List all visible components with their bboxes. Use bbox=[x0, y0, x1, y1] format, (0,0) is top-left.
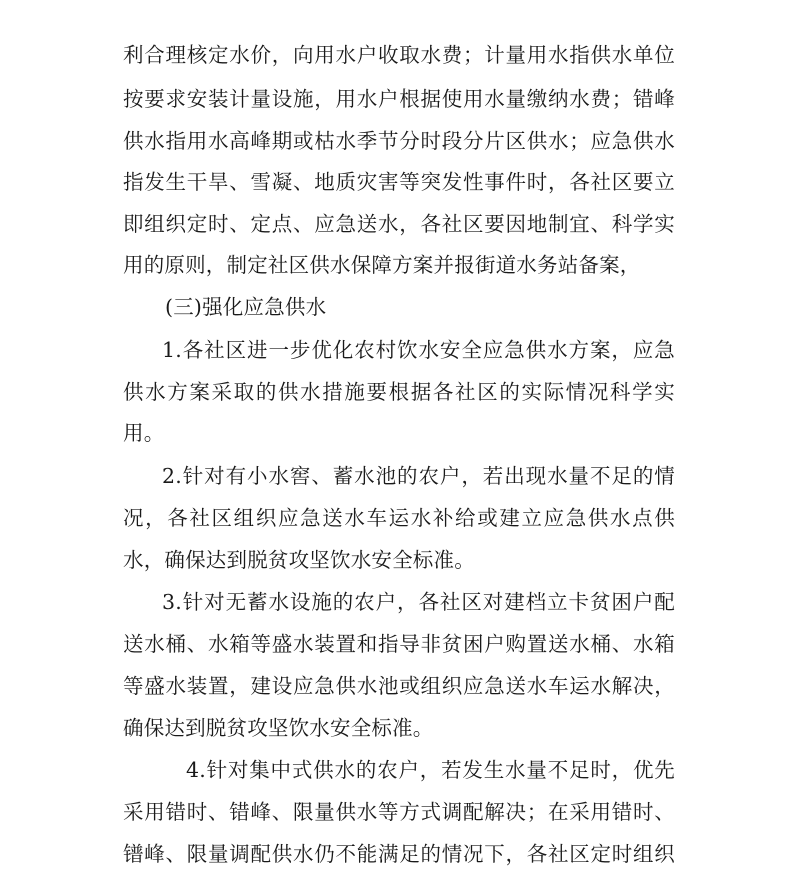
text-line-3: 供水指用水高峰期或枯水季节分时段分片区供水；应急供水 bbox=[123, 129, 675, 153]
text-line-12: 况，各社区组织应急送水车运水补给或建立应急供水点供 bbox=[123, 506, 675, 530]
text-line-20: 镨峰、限量调配供水仍不能满足的情况下，各社区定时组织 bbox=[123, 842, 675, 866]
text-line-6: 用的原则，制定社区供水保障方案并报街道水务站备案， bbox=[123, 253, 641, 277]
text-line-10: 用。 bbox=[123, 421, 165, 445]
text-line-5: 即组织定时、定点、应急送水，各社区要因地制宜、科学实 bbox=[123, 212, 675, 236]
text-line-13: 水，确保达到脱贫攻坚饮水安全标准。 bbox=[123, 548, 475, 572]
text-line-9: 供水方案采取的供水措施要根据各社区的实际情况科学实 bbox=[123, 380, 675, 404]
text-line-19: 采用错时、错峰、限量供水等方式调配解决；在采用错时、 bbox=[123, 800, 675, 824]
text-line-4: 指发生干旱、雪凝、地质灾害等突发性事件时，各社区要立 bbox=[123, 170, 675, 194]
text-line-11: 2.针对有小水窖、蓄水池的农户，若出现水量不足的情 bbox=[162, 464, 675, 488]
section-heading: (三)强化应急供水 bbox=[165, 295, 327, 319]
text-line-8: 1.各社区进一步优化农村饮水安全应急供水方案，应急 bbox=[162, 338, 675, 362]
text-line-15: 送水桶、水箱等盛水装置和指导非贫困户购置送水桶、水箱 bbox=[123, 632, 675, 656]
text-line-1: 利合理核定水价，向用水户收取水费；计量用水指供水单位 bbox=[123, 43, 675, 67]
text-line-2: 按要求安装计量设施，用水户根据使用水量缴纳水费；错峰 bbox=[123, 87, 675, 111]
text-line-17: 确保达到脱贫攻坚饮水安全标准。 bbox=[123, 716, 434, 740]
text-line-16: 等盛水装置，建设应急供水池或组织应急送水车运水解决， bbox=[123, 674, 675, 698]
text-line-14: 3.针对无蓄水设施的农户，各社区对建档立卡贫困户配 bbox=[162, 590, 675, 614]
text-line-18: 4.针对集中式供水的农户，若发生水量不足时，优先 bbox=[186, 758, 675, 782]
